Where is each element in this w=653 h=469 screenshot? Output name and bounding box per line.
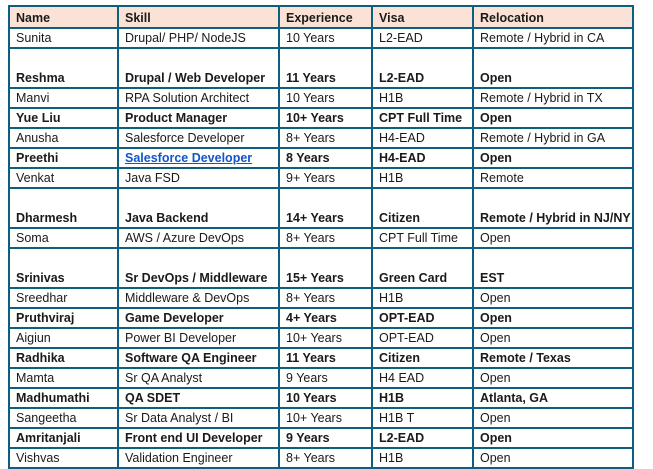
table-row [9, 288, 633, 308]
cell-name: Preethi [9, 148, 118, 168]
cell-relocation: Remote / Hybrid in NJ/NY [473, 188, 633, 228]
table-row [9, 348, 633, 368]
cell-name: Mamta [9, 368, 118, 388]
cell-skill: RPA Solution Architect [118, 88, 279, 108]
cell-name: Pruthviraj [9, 308, 118, 328]
cell-relocation: Open [473, 408, 633, 428]
cell-name: Amritanjali [9, 428, 118, 448]
cell-visa: L2-EAD [372, 428, 473, 448]
cell-name: Manvi [9, 88, 118, 108]
cell-visa: OPT-EAD [372, 308, 473, 328]
cell-relocation: Remote / Texas [473, 348, 633, 368]
cell-name: Sunita [9, 28, 118, 48]
cell-experience: 8+ Years [279, 228, 372, 248]
cell-visa: CPT Full Time [372, 108, 473, 128]
cell-relocation: EST [473, 248, 633, 288]
cell-skill: Drupal / Web Developer [118, 48, 279, 88]
cell-experience: 10+ Years [279, 328, 372, 348]
cell-relocation: Open [473, 368, 633, 388]
header-row [9, 6, 633, 28]
cell-relocation: Open [473, 228, 633, 248]
cell-skill: QA SDET [118, 388, 279, 408]
cell-visa: H1B [372, 88, 473, 108]
table-row [9, 228, 633, 248]
cell-experience: 14+ Years [279, 188, 372, 228]
cell-visa: OPT-EAD [372, 328, 473, 348]
cell-skill: Validation Engineer [118, 448, 279, 468]
cell-name: Vishvas [9, 448, 118, 468]
cell-skill: Sr DevOps / Middleware [118, 248, 279, 288]
table-row [9, 108, 633, 128]
cell-experience: 10 Years [279, 388, 372, 408]
cell-experience: 8+ Years [279, 288, 372, 308]
header-relocation: Relocation [473, 6, 633, 28]
table-row [9, 48, 633, 88]
cell-skill: Software QA Engineer [118, 348, 279, 368]
cell-skill [118, 148, 279, 168]
table-row [9, 148, 633, 168]
cell-experience: 11 Years [279, 48, 372, 88]
cell-visa: H4 EAD [372, 368, 473, 388]
cell-name: Madhumathi [9, 388, 118, 408]
cell-skill: Java FSD [118, 168, 279, 188]
table-row [9, 88, 633, 108]
cell-skill: Drupal/ PHP/ NodeJS [118, 28, 279, 48]
cell-experience: 8 Years [279, 148, 372, 168]
cell-skill: Sr QA Analyst [118, 368, 279, 388]
table-row [9, 448, 633, 468]
cell-experience: 15+ Years [279, 248, 372, 288]
table-row [9, 188, 633, 228]
cell-visa: Green Card [372, 248, 473, 288]
cell-visa: Citizen [372, 348, 473, 368]
salesforce-developer-link[interactable]: Salesforce Developer [125, 151, 253, 165]
cell-skill: Game Developer [118, 308, 279, 328]
cell-name: Radhika [9, 348, 118, 368]
cell-skill: Sr Data Analyst / BI [118, 408, 279, 428]
cell-skill: Product Manager [118, 108, 279, 128]
table-row [9, 368, 633, 388]
candidate-table [8, 5, 634, 469]
cell-skill: Front end UI Developer [118, 428, 279, 448]
cell-visa: CPT Full Time [372, 228, 473, 248]
cell-skill: Middleware & DevOps [118, 288, 279, 308]
cell-name: Anusha [9, 128, 118, 148]
cell-experience: 8+ Years [279, 448, 372, 468]
table-row [9, 388, 633, 408]
cell-visa: H1B [372, 448, 473, 468]
cell-name: Srinivas [9, 248, 118, 288]
cell-experience: 9+ Years [279, 168, 372, 188]
header-name: Name [9, 6, 118, 28]
cell-relocation: Remote / Hybrid in GA [473, 128, 633, 148]
cell-relocation: Open [473, 288, 633, 308]
cell-relocation: Open [473, 308, 633, 328]
table-row [9, 128, 633, 148]
cell-visa: Citizen [372, 188, 473, 228]
cell-relocation: Open [473, 428, 633, 448]
cell-visa: H1B [372, 288, 473, 308]
table-row [9, 248, 633, 288]
cell-name: Sangeetha [9, 408, 118, 428]
cell-name: Yue Liu [9, 108, 118, 128]
cell-experience: 10 Years [279, 88, 372, 108]
cell-relocation: Open [473, 108, 633, 128]
cell-relocation: Open [473, 328, 633, 348]
cell-relocation: Remote / Hybrid in CA [473, 28, 633, 48]
table-row [9, 428, 633, 448]
cell-skill: Power BI Developer [118, 328, 279, 348]
table-row [9, 408, 633, 428]
cell-relocation: Open [473, 448, 633, 468]
cell-relocation: Open [473, 48, 633, 88]
cell-experience: 9 Years [279, 428, 372, 448]
cell-visa: H1B [372, 388, 473, 408]
cell-visa: L2-EAD [372, 48, 473, 88]
cell-skill: AWS / Azure DevOps [118, 228, 279, 248]
cell-name: Reshma [9, 48, 118, 88]
cell-experience: 10+ Years [279, 108, 372, 128]
cell-visa: H4-EAD [372, 128, 473, 148]
cell-experience: 8+ Years [279, 128, 372, 148]
table-row [9, 308, 633, 328]
cell-experience: 9 Years [279, 368, 372, 388]
cell-visa: H4-EAD [372, 148, 473, 168]
table-row [9, 328, 633, 348]
candidate-table-container [8, 5, 634, 469]
cell-name: Aigiun [9, 328, 118, 348]
cell-experience: 4+ Years [279, 308, 372, 328]
cell-name: Venkat [9, 168, 118, 188]
cell-relocation: Remote [473, 168, 633, 188]
cell-relocation: Remote / Hybrid in TX [473, 88, 633, 108]
cell-experience: 10 Years [279, 28, 372, 48]
cell-experience: 11 Years [279, 348, 372, 368]
cell-skill: Salesforce Developer [118, 128, 279, 148]
cell-experience: 10+ Years [279, 408, 372, 428]
header-experience: Experience [279, 6, 372, 28]
header-skill: Skill [118, 6, 279, 28]
cell-skill: Java Backend [118, 188, 279, 228]
cell-name: Soma [9, 228, 118, 248]
cell-visa: L2-EAD [372, 28, 473, 48]
table-row [9, 168, 633, 188]
table-row [9, 28, 633, 48]
header-visa: Visa [372, 6, 473, 28]
cell-name: Sreedhar [9, 288, 118, 308]
cell-relocation: Atlanta, GA [473, 388, 633, 408]
cell-visa: H1B [372, 168, 473, 188]
cell-visa: H1B T [372, 408, 473, 428]
cell-name: Dharmesh [9, 188, 118, 228]
cell-relocation: Open [473, 148, 633, 168]
